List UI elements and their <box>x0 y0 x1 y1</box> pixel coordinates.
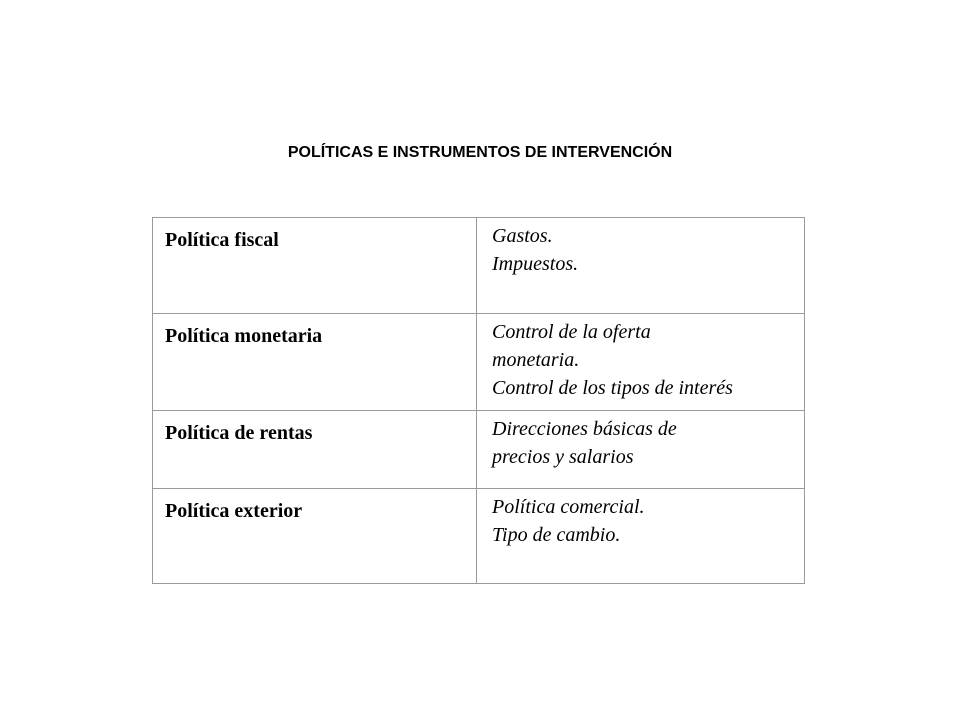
instrument-line: precios y salarios <box>492 446 634 468</box>
policy-name-cell: Política fiscal <box>153 218 477 314</box>
policy-name-cell: Política monetaria <box>153 314 477 411</box>
instruments-cell <box>477 411 805 489</box>
instrument-line: monetaria. <box>492 349 580 371</box>
instruments-cell <box>477 489 805 584</box>
instruments-cell <box>477 218 805 314</box>
table-row <box>153 411 805 489</box>
table-row <box>153 218 805 314</box>
instrument-line: Control de los tipos de interés <box>492 377 733 399</box>
policies-table <box>152 217 805 584</box>
instrument-line: Control de la oferta <box>492 321 651 343</box>
table-row <box>153 314 805 411</box>
instrument-line: Gastos. <box>492 225 553 247</box>
table-row <box>153 489 805 584</box>
instrument-line: Política comercial. <box>492 496 645 518</box>
instruments-cell <box>477 314 805 411</box>
policy-name-cell: Política exterior <box>153 489 477 584</box>
instrument-line: Impuestos. <box>492 253 579 275</box>
instrument-line: Tipo de cambio. <box>492 524 621 546</box>
instrument-line: Direcciones básicas de <box>492 418 677 440</box>
document-title: POLÍTICAS E INSTRUMENTOS DE INTERVENCIÓN <box>287 144 673 161</box>
policy-name-cell: Política de rentas <box>153 411 477 489</box>
